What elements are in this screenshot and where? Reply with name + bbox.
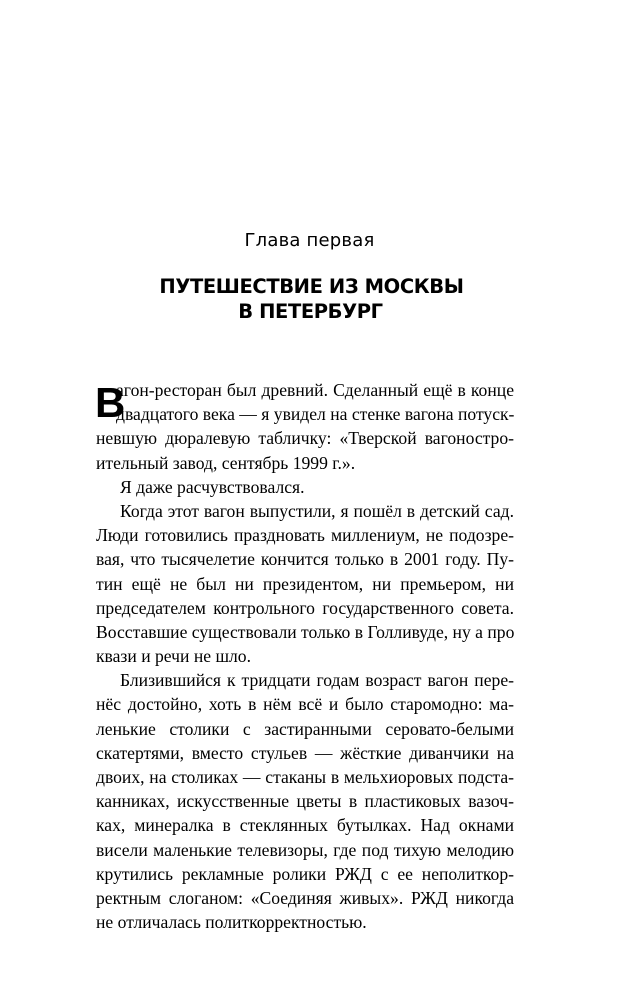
- text-line: тин ещё не был ни президентом, ни премьером, ни: [96, 573, 514, 594]
- text-line: ках, минералка в стеклянных бутылках. Над окнами: [96, 815, 514, 836]
- text-line: висели маленькие телевизоры, где под тихую мелодию: [96, 839, 514, 860]
- text-line: Когда этот вагон выпустили, я пошёл в детский сад.: [120, 500, 514, 521]
- text-line: двадцатого века — я увидел на стенке вагона потуск-: [116, 404, 515, 425]
- text-line: канниках, искусственные цветы в пластиковых вазоч-: [96, 791, 514, 812]
- text-line: не отличалась политкорректностью.: [96, 912, 367, 933]
- text-line: крутились рекламные ролики РЖД с ее неполиткор-: [96, 863, 514, 884]
- text-line: квази и речи не шло.: [96, 646, 251, 667]
- text-line: ректным слоганом: «Соединяя живых». РЖД никогда: [96, 887, 514, 908]
- text-line: нёс достойно, хоть в нём всё и было старомодно: ма-: [96, 694, 514, 715]
- text-line: ительный завод, сентябрь 1999 г.».: [96, 452, 356, 473]
- chapter-title-line-1: ПУТЕШЕСТВИЕ ИЗ МОСКВЫ: [159, 275, 464, 298]
- text-line: Восставшие существовали только в Голливуде, ну а про: [96, 621, 515, 642]
- text-line: двоих, на столиках — стаканы в мельхиоровых подста-: [96, 767, 514, 787]
- chapter-label: Глава первая: [244, 230, 375, 251]
- text-line: председателем контрольного государственного совета.: [96, 597, 514, 618]
- text-line: Люди готовились праздновать миллениум, не подозре-: [96, 525, 514, 546]
- text-line: невшую дюралевую табличку: «Тверской вагоностро-: [96, 428, 514, 449]
- text-line: агон-ресторан был древний. Сделанный ещё в конце: [116, 380, 514, 400]
- chapter-title: [0, 274, 619, 324]
- text-line: скатертями, вместо стульев — жёсткие диванчики на: [96, 742, 514, 763]
- chapter-body: [96, 378, 514, 934]
- text-line: Я даже расчувствовался.: [120, 476, 305, 497]
- text-line: вая, что тысячелетие кончится только в 2001 году. Пу-: [96, 549, 514, 570]
- text-line: ленькие столики с застиранными серовато-белыми: [96, 718, 514, 739]
- drop-cap: В: [95, 379, 126, 426]
- chapter-title-line-2: В ПЕТЕРБУРГ: [238, 300, 383, 323]
- text-line: Близившийся к тридцати годам возраст вагон пере-: [120, 670, 514, 691]
